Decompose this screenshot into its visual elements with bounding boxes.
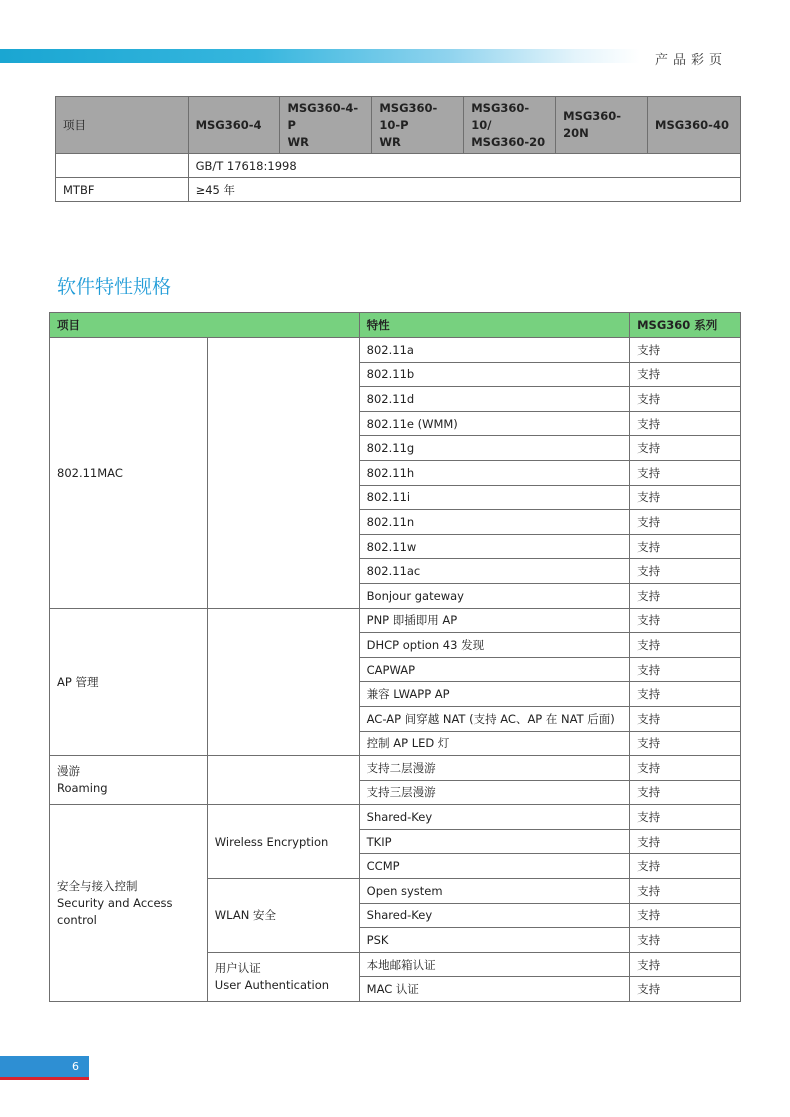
header-cell: 项目 [50, 313, 360, 338]
row-value: GB/T 17618:1998 [188, 154, 740, 178]
header-cell: 项目 [56, 97, 189, 154]
feature-cell: Open system [359, 879, 629, 904]
support-cell: 支持 [630, 977, 741, 1002]
feature-cell: 支持三层漫游 [359, 780, 629, 805]
header-cell: MSG360 系列 [630, 313, 741, 338]
feature-cell: Shared-Key [359, 903, 629, 928]
row-label: MTBF [56, 178, 189, 202]
feature-cell: DHCP option 43 发现 [359, 633, 629, 658]
header-cell: MSG360-20N [556, 97, 648, 154]
feature-cell: Shared-Key [359, 805, 629, 830]
support-cell: 支持 [630, 436, 741, 461]
feature-cell: PNP 即插即用 AP [359, 608, 629, 633]
support-cell: 支持 [630, 338, 741, 363]
table-row [50, 756, 741, 781]
page-header-title: 产品彩页 [655, 53, 728, 68]
support-cell: 支持 [630, 411, 741, 436]
feature-cell: 802.11e (WMM) [359, 411, 629, 436]
support-cell: 支持 [630, 903, 741, 928]
table-row [56, 154, 741, 178]
subgroup-label: Wireless Encryption [207, 805, 359, 879]
support-cell: 支持 [630, 952, 741, 977]
support-cell: 支持 [630, 362, 741, 387]
support-cell: 支持 [630, 657, 741, 682]
table-row [50, 338, 741, 363]
support-cell: 支持 [630, 534, 741, 559]
feature-cell: CCMP [359, 854, 629, 879]
hardware-spec-table [55, 96, 741, 202]
support-cell: 支持 [630, 485, 741, 510]
subgroup-label [207, 608, 359, 756]
support-cell: 支持 [630, 756, 741, 781]
page-number: 6 [0, 1056, 89, 1077]
feature-cell: 802.11d [359, 387, 629, 412]
feature-cell: 802.11a [359, 338, 629, 363]
support-cell: 支持 [630, 780, 741, 805]
support-cell: 支持 [630, 682, 741, 707]
feature-cell: 控制 AP LED 灯 [359, 731, 629, 756]
support-cell: 支持 [630, 633, 741, 658]
subgroup-label [207, 338, 359, 609]
feature-cell: 兼容 LWAPP AP [359, 682, 629, 707]
header-cell: 特性 [359, 313, 629, 338]
header-cell: MSG360-4 [188, 97, 280, 154]
table-row [50, 608, 741, 633]
group-label: 802.11MAC [50, 338, 208, 609]
header-cell: MSG360-10-P WR [372, 97, 464, 154]
group-label: 安全与接入控制 Security and Access control [50, 805, 208, 1002]
feature-cell: 802.11ac [359, 559, 629, 584]
table-row [50, 805, 741, 830]
support-cell: 支持 [630, 608, 741, 633]
feature-cell: 802.11b [359, 362, 629, 387]
group-label: AP 管理 [50, 608, 208, 756]
feature-cell: 802.11h [359, 460, 629, 485]
support-cell: 支持 [630, 387, 741, 412]
support-cell: 支持 [630, 928, 741, 953]
header-cell: MSG360-10/ MSG360-20 [464, 97, 556, 154]
feature-cell: 802.11i [359, 485, 629, 510]
support-cell: 支持 [630, 829, 741, 854]
support-cell: 支持 [630, 559, 741, 584]
feature-cell: 802.11n [359, 510, 629, 535]
support-cell: 支持 [630, 510, 741, 535]
feature-cell: Bonjour gateway [359, 583, 629, 608]
subgroup-label [207, 756, 359, 805]
footer-accent-line [0, 1077, 89, 1080]
group-label: 漫游 Roaming [50, 756, 208, 805]
feature-cell: AC-AP 间穿越 NAT (支持 AC、AP 在 NAT 后面) [359, 706, 629, 731]
support-cell: 支持 [630, 706, 741, 731]
header-cell: MSG360-40 [648, 97, 741, 154]
support-cell: 支持 [630, 854, 741, 879]
subgroup-label: WLAN 安全 [207, 879, 359, 953]
feature-cell: CAPWAP [359, 657, 629, 682]
subgroup-label: 用户认证 User Authentication [207, 952, 359, 1001]
support-cell: 支持 [630, 583, 741, 608]
header-gradient-bar [0, 49, 640, 63]
header-cell: MSG360-4-P WR [280, 97, 372, 154]
section-title: 软件特性规格 [57, 276, 172, 298]
feature-cell: PSK [359, 928, 629, 953]
table-row [56, 178, 741, 202]
feature-cell: 802.11g [359, 436, 629, 461]
table-header-row [56, 97, 741, 154]
feature-cell: TKIP [359, 829, 629, 854]
feature-cell: MAC 认证 [359, 977, 629, 1002]
row-value: ≥45 年 [188, 178, 740, 202]
software-spec-table [49, 312, 741, 1002]
support-cell: 支持 [630, 879, 741, 904]
row-label [56, 154, 189, 178]
support-cell: 支持 [630, 805, 741, 830]
feature-cell: 支持二层漫游 [359, 756, 629, 781]
support-cell: 支持 [630, 731, 741, 756]
table-header-row [50, 313, 741, 338]
feature-cell: 802.11w [359, 534, 629, 559]
feature-cell: 本地邮箱认证 [359, 952, 629, 977]
support-cell: 支持 [630, 460, 741, 485]
